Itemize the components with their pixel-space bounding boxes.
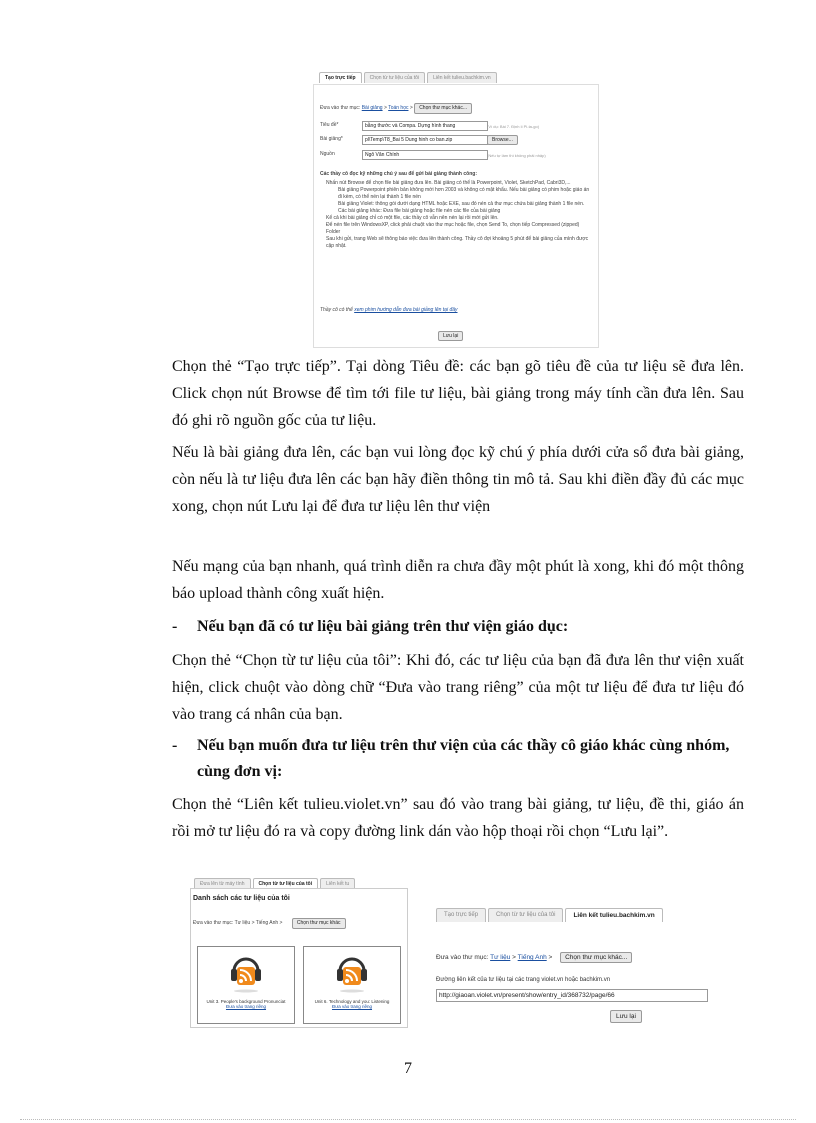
notes-list (320, 180, 590, 250)
upload-tabs (319, 72, 497, 83)
tab-choose-my-files[interactable]: Chọn từ tư liệu của tôi (253, 878, 319, 889)
tab-link-bachkim[interactable]: Liên kết tulieu.bachkim.vn (427, 72, 497, 83)
heading-existing-materials (172, 614, 744, 640)
guide-row (320, 307, 458, 314)
choose-folder-button[interactable]: Chọn thư mục khác... (560, 952, 632, 963)
folder-link-lectures[interactable]: Bài giảng (361, 105, 383, 111)
guide-video-link[interactable]: xem phim hướng dẫn đưa bài giảng lên tại đây (354, 307, 458, 313)
tab-link-bachkim[interactable]: Liên kết tulieu.bachkim.vn (565, 908, 662, 922)
link-tabs (436, 908, 663, 922)
tab-upload-from-computer[interactable]: Đưa lên từ máy tính (194, 878, 251, 889)
notes-title: Các thầy cô đọc kỹ những chú ý sau để gửi bài giảng thành công: (320, 171, 477, 177)
link-url-input[interactable]: http://giaoan.violet.vn/present/show/entry_id/368732/page/66 (436, 989, 708, 1002)
add-to-personal-page-link[interactable]: Đưa vào trang riêng (331, 1004, 373, 1009)
heading-text: Nếu bạn muốn đưa tư liệu trên thư viện của các thầy cô giáo khác cùng nhóm, cùng đơn vị: (197, 737, 730, 780)
folder-label: Đưa vào thư mục: (193, 920, 235, 926)
folder-path: Tư liệu > Tiếng Anh > (234, 920, 283, 926)
title-hint: (Ví dụ: Bài 7. Định lí Pi-ta-go) (487, 124, 540, 129)
note-item: Sau khi gửi, trang Web sẽ thông báo việc đưa lên thành công. Thầy cô đợi khoảng 5 phút để bài giảng của mình được cập nhật. (326, 236, 589, 249)
library-item-card (303, 946, 401, 1024)
link-tab-screenshot (436, 906, 730, 1030)
note-item: Nhấn nút Browse để chọn file bài giảng đưa lên. Bài giảng có thể là Powerpoint, Violet, SketchPad, Cabri3D,... (326, 180, 571, 186)
bullet-dash: - (172, 618, 178, 635)
my-library-screenshot (190, 876, 408, 1028)
folder-label: Đưa vào thư mục: (320, 105, 361, 111)
paragraph-choose-my-files: Chọn thẻ “Chọn từ tư liệu của tôi”: Khi đó, các tư liệu của bạn đã đưa lên thư viện xuất hiện, click chuột vào dòng chữ “Đưa vào trang riêng” của một tư liệu để đưa tư liệu đó vào trang cá nhân của bạn. (172, 652, 744, 723)
item-title: Unit 6. Technology and you: Listening (314, 999, 390, 1004)
heading-text: Nếu bạn đã có tư liệu bài giảng trên thư viện giáo dục: (197, 618, 569, 635)
folder-separator: > (382, 105, 389, 111)
save-button[interactable]: Lưu lại (610, 1010, 642, 1023)
item-caption (306, 999, 398, 1009)
title-input[interactable]: bằng thước và Compa. Dựng hình thang (362, 121, 488, 131)
library-folder-row (193, 918, 346, 929)
footer-divider (20, 1119, 796, 1120)
note-item: Các bài giảng khác: Đưa file bài giảng hoặc file nén các file của bài giảng (338, 208, 501, 214)
folder-separator: > (546, 954, 555, 961)
title-label: Tiêu đề* (320, 122, 339, 128)
upload-panel (313, 84, 599, 348)
page-number: 7 (404, 1060, 412, 1077)
choose-folder-button[interactable]: Chọn thư mục khác... (414, 103, 472, 114)
note-item: Để nén file trên WindowsXP, click phải chuột vào thư mục hoặc file, chọn Send To, chọn tiếp Compressed (zipped) Folder (326, 222, 580, 235)
browse-button[interactable]: Browse... (487, 135, 518, 145)
add-to-personal-page-link[interactable]: Đưa vào trang riêng (225, 1004, 267, 1009)
source-input[interactable]: Ngô Văn Chính (362, 150, 488, 160)
heading-other-teachers (172, 733, 744, 785)
folder-link-materials[interactable]: Tư liệu (490, 954, 511, 961)
library-panel (190, 888, 408, 1028)
note-item: Kể cả khi bài giảng chỉ có một file, các thầy cô vẫn nên nén lại rồi mới gửi lên. (326, 215, 499, 221)
rss-headphones-icon (336, 953, 368, 993)
link-panel (436, 926, 728, 1026)
folder-separator: > (408, 105, 415, 111)
file-input[interactable]: pl\Temp\T8_Bai 5 Dung hinh co ban.zip (362, 135, 488, 145)
source-label: Nguồn (320, 151, 335, 157)
source-hint: (Nếu tự làm thì không phải nhập) (487, 153, 546, 158)
tab-create-direct[interactable]: Tạo trực tiếp (436, 908, 486, 922)
tab-create-direct[interactable]: Tạo trực tiếp (319, 72, 362, 83)
folder-row (320, 103, 472, 114)
tab-choose-my-files[interactable]: Chọn từ tư liệu của tôi (488, 908, 563, 922)
tab-link[interactable]: Liên kết tu (320, 878, 355, 889)
folder-label: Đưa vào thư mục: (436, 954, 491, 961)
guide-prefix: Thầy cô có thể (320, 307, 355, 313)
link-folder-row (436, 952, 632, 963)
note-item: Bài giảng Powerpoint phiên bản không mới hơn 2003 và không có mật khẩu. Nếu bài giảng có phim hoặc giáo án đi kèm, có thể nén lại thành 1 file nén (338, 187, 590, 200)
paragraph-link-tab: Chọn thẻ “Liên kết tulieu.violet.vn” sau đó vào trang bài giảng, tư liệu, đề thi, giáo án rồi mở tư liệu đó ra và copy đường link dán vào hộp thoại rồi chọn “Lưu lại”. (172, 796, 744, 840)
file-label: Bài giảng* (320, 136, 343, 142)
item-title: Unit 3. People's background Pronunciat (206, 999, 286, 1004)
upload-form-screenshot (313, 70, 599, 348)
paragraph-fast-network: Nếu mạng của bạn nhanh, quá trình diễn ra chưa đầy một phút là xong, khi đó một thông báo upload thành công xuất hiện. (172, 558, 744, 602)
rss-headphones-icon (230, 953, 262, 993)
item-caption (200, 999, 292, 1009)
choose-folder-button[interactable]: Chọn thư mục khác (292, 918, 346, 929)
paragraph-create-direct: Chọn thẻ “Tạo trực tiếp”. Tại dòng Tiêu đề: các bạn gõ tiêu đề của tư liệu sẽ đưa lên. Click chọn nút Browse để tìm tới file tư liệu, bài giảng trong máy tính cần đưa lên. Sau đó ghi rõ nguồn gốc của tư liệu. (172, 358, 744, 429)
tab-choose-my-files[interactable]: Chọn từ tư liệu của tôi (364, 72, 426, 83)
link-label: Đường liên kết của tư liệu tại các trang violet.vn hoặc bachkim.vn (436, 977, 611, 983)
folder-separator: > (510, 954, 518, 961)
paragraph-upload-note: Nếu là bài giảng đưa lên, các bạn vui lòng đọc kỹ chú ý phía dưới cửa sổ đưa bài giảng, còn nếu là tư liệu đưa lên các bạn hãy điền thông tin mô tả. Sau khi điền đầy đủ các mục xong, chọn nút Lưu lại để đưa tư liệu lên thư viện (172, 444, 744, 515)
folder-link-english[interactable]: Tiếng Anh (517, 954, 547, 961)
folder-link-math[interactable]: Toán học (388, 105, 409, 111)
save-button[interactable]: Lưu lại (438, 331, 463, 341)
library-item-card (197, 946, 295, 1024)
bullet-dash: - (172, 737, 178, 754)
library-title: Danh sách các tư liệu của tôi (193, 895, 290, 902)
note-item: Bài giảng Violet: thông gói dưới dạng HTML hoặc EXE, sau đó nén cả thư mục chứa bài giảng thành 1 file nén. (338, 201, 585, 207)
